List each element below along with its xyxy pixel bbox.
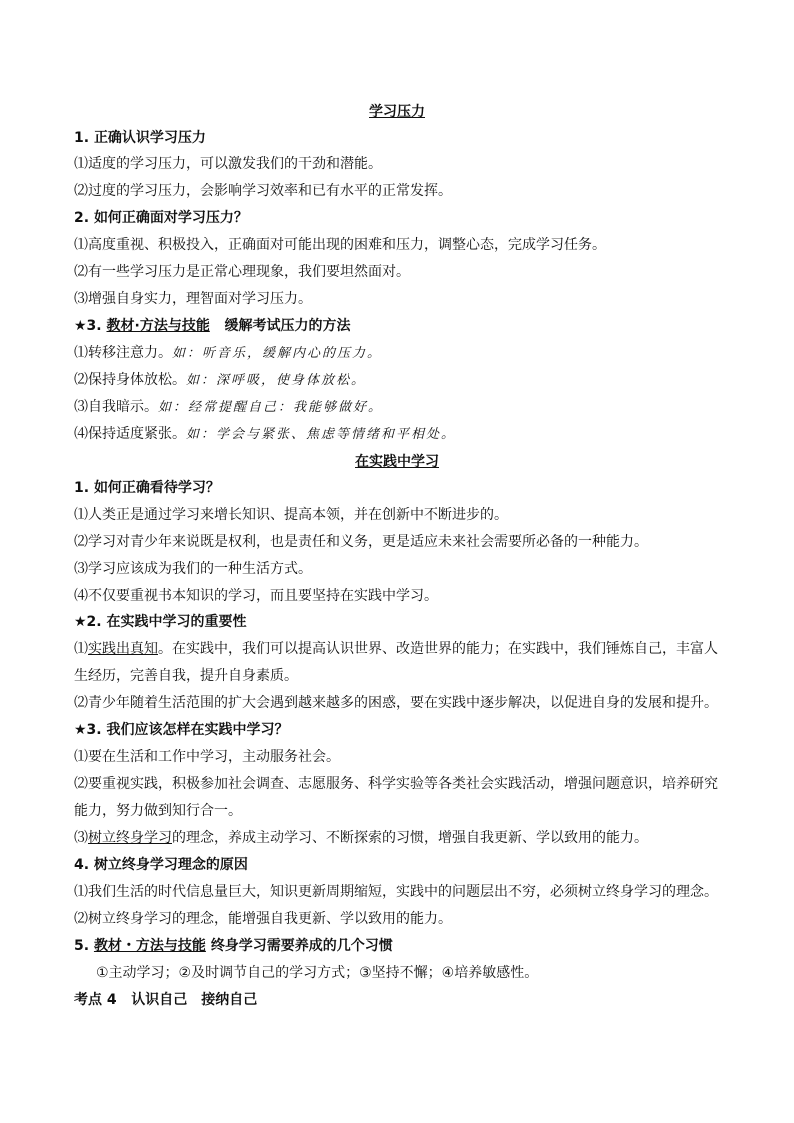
item-rest: 。在实践中，我们可以提高认识世界、改造世界的能力；在实践中，我们锤炼自己，丰富人 bbox=[158, 641, 718, 657]
answer-item: ⑷不仅要重视书本知识的学习，而且要坚持在实践中学习。 bbox=[74, 588, 438, 604]
question-1-heading bbox=[74, 478, 754, 498]
underlined-phrase: 树立终身学习 bbox=[88, 830, 172, 846]
answer-item: ⑵过度的学习压力，会影响学习效率和已有水平的正常发挥。 bbox=[74, 183, 452, 199]
answer-item: ⑵青少年随着生活范围的扩大会遇到越来越多的困惑，要在实践中逐步解决，以促进自身的发展和提升。 bbox=[74, 695, 718, 711]
answer-item: ⑴人类正是通过学习来增长知识、提高本领，并在创新中不断进步的。 bbox=[74, 507, 508, 523]
question-4-heading bbox=[74, 855, 754, 875]
answer-item bbox=[74, 424, 754, 445]
question-text: 正确认识学习压力 bbox=[93, 130, 206, 146]
textbook-label: 教材·方法与技能 bbox=[106, 318, 210, 334]
textbook-label: 教材・方法与技能 bbox=[93, 938, 206, 954]
question-number: 1. bbox=[74, 130, 90, 146]
answer-item: ⑶增强自身实力，理智面对学习压力。 bbox=[74, 291, 312, 307]
example-text: 如：深呼吸，使身体放松。 bbox=[186, 373, 367, 388]
answer-item-continuation: 生经历，完善自我，提升自身素质。 bbox=[74, 668, 298, 684]
question-number: ★3. bbox=[74, 722, 102, 738]
answer-item bbox=[74, 370, 754, 391]
topic-text: 认识自己 接纳自己 bbox=[131, 992, 258, 1008]
question-5-heading bbox=[74, 936, 754, 956]
answer-item: ⑵要重视实践，积极参加社会调查、志愿服务、科学实验等各类社会实践活动，增强问题意识，培养研究 bbox=[74, 776, 718, 792]
item-rest: 的理念，养成主动学习、不断探索的习惯，增强自我更新、学以致用的能力。 bbox=[172, 830, 648, 846]
example-text: 如：经常提醒自己：我能够做好。 bbox=[158, 400, 384, 415]
section-title-practice-learning: 在实践中学习 bbox=[355, 454, 439, 470]
answer-item: ⑵学习对青少年来说既是权利，也是责任和义务，更是适应未来社会需要所必备的一种能力。 bbox=[74, 534, 648, 550]
answer-head: ⑷保持适度紧张。 bbox=[74, 426, 186, 442]
question-text: 终身学习需要养成的几个习惯 bbox=[210, 938, 393, 954]
answer-item: ⑴高度重视、积极投入，正确面对可能出现的困难和压力，调整心态，完成学习任务。 bbox=[74, 237, 606, 253]
section-title-learning-pressure: 学习压力 bbox=[369, 104, 425, 120]
question-number: 5. bbox=[74, 938, 90, 954]
answer-item: ⑴我们生活的时代信息量巨大，知识更新周期缩短，实践中的问题层出不穷，必须树立终身学习的理念。 bbox=[74, 884, 718, 900]
question-2-heading bbox=[74, 208, 754, 228]
question-text: 在实践中学习的重要性 bbox=[106, 614, 247, 630]
answer-item: ⑶学习应该成为我们的一种生活方式。 bbox=[74, 561, 312, 577]
question-text: 我们应该怎样在实践中学习？ bbox=[106, 722, 289, 738]
answer-item bbox=[74, 397, 754, 418]
answer-item: ⑵有一些学习压力是正常心理现象，我们要坦然面对。 bbox=[74, 264, 410, 280]
question-2-heading bbox=[74, 612, 754, 632]
habits-list: ①主动学习；②及时调节自己的学习方式；③坚持不懈；④培养敏感性。 bbox=[96, 965, 539, 981]
answer-item bbox=[74, 639, 754, 659]
item-prefix: ⑴ bbox=[74, 641, 88, 657]
answer-item bbox=[74, 343, 754, 364]
answer-head: ⑵保持身体放松。 bbox=[74, 372, 186, 388]
question-number: 4. bbox=[74, 857, 90, 873]
answer-item bbox=[74, 828, 754, 848]
question-text: 如何正确看待学习？ bbox=[93, 480, 220, 496]
answer-item: ⑴适度的学习压力，可以激发我们的干劲和潜能。 bbox=[74, 156, 382, 172]
answer-head: ⑶自我暗示。 bbox=[74, 399, 158, 415]
question-text: 树立终身学习理念的原因 bbox=[93, 857, 248, 873]
question-3-heading bbox=[74, 720, 754, 740]
answer-item: ⑴要在生活和工作中学习，主动服务社会。 bbox=[74, 749, 340, 765]
underlined-phrase: 实践出真知 bbox=[88, 641, 158, 657]
question-number: ★2. bbox=[74, 614, 102, 630]
next-topic-heading bbox=[74, 990, 754, 1010]
question-number: 1. bbox=[74, 480, 90, 496]
topic-label: 考点 4 bbox=[74, 992, 117, 1008]
item-prefix: ⑶ bbox=[74, 830, 88, 846]
question-number: ★3. bbox=[74, 318, 102, 334]
question-text: 如何正确面对学习压力？ bbox=[93, 210, 248, 226]
example-text: 如：学会与紧张、焦虑等情绪和平相处。 bbox=[186, 427, 457, 442]
question-text: 缓解考试压力的方法 bbox=[224, 318, 351, 334]
question-number: 2. bbox=[74, 210, 90, 226]
question-1-heading bbox=[74, 128, 754, 148]
answer-item-continuation: 能力，努力做到知行合一。 bbox=[74, 803, 242, 819]
answer-item: ⑵树立终身学习的理念，能增强自我更新、学以致用的能力。 bbox=[74, 911, 452, 927]
example-text: 如：听音乐，缓解内心的压力。 bbox=[172, 346, 383, 361]
question-3-heading bbox=[74, 316, 754, 336]
answer-head: ⑴转移注意力。 bbox=[74, 345, 172, 361]
